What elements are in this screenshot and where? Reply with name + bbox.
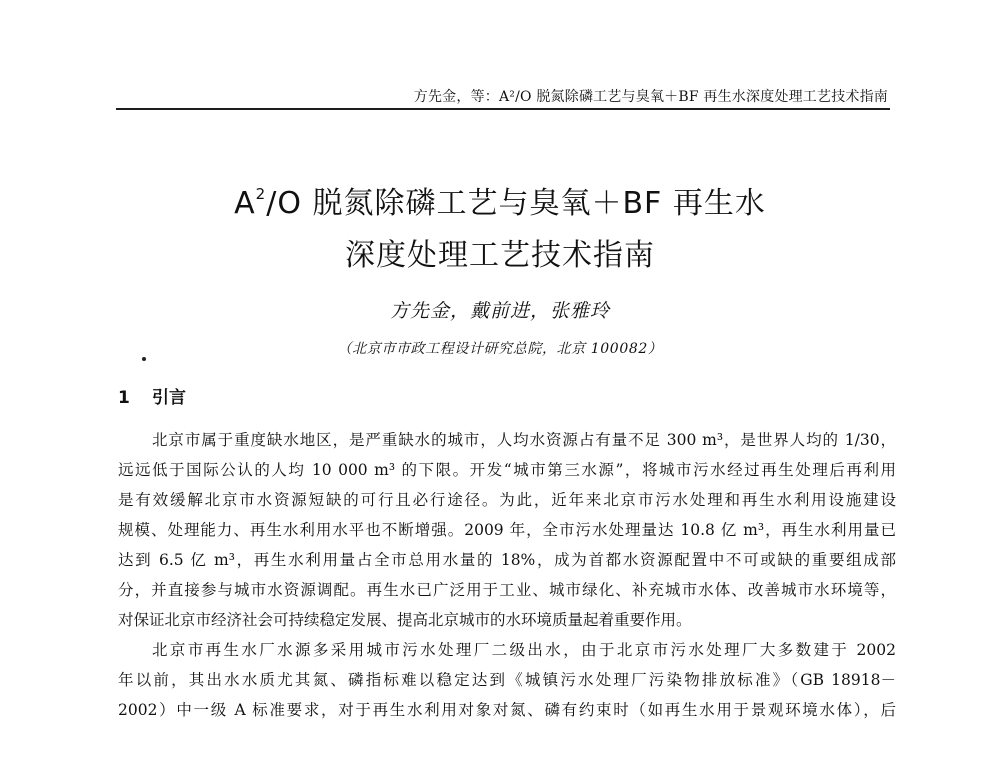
body-line: 对保证北京市经济社会可持续稳定发展、提高北京城市的水环境质量起着重要作用。 xyxy=(118,611,692,629)
body-line: 远远低于国际公认的人均 10 000 m³ 的下限。开发“城市第三水源”，将城市污水经过再生处理后再利用 xyxy=(118,461,896,479)
title-prefix: A xyxy=(234,186,256,221)
running-header-text: 方先金，等：A²/O 脱氮除磷工艺与臭氧＋BF 再生水深度处理工艺技术指南 xyxy=(413,89,888,105)
scan-speck xyxy=(142,357,146,361)
running-header xyxy=(116,78,890,110)
title-line-1-text: /O 脱氮除磷工艺与臭氧＋BF 再生水 xyxy=(266,186,766,221)
body-line: 达到 6.5 亿 m³，再生水利用量占全市总用水量的 18%，成为首都水资源配置中不可或缺的重要组成部 xyxy=(118,551,896,569)
body-line: 规模、处理能力、再生水利用水平也不断增强。2009 年，全市污水处理量达 10.8 亿 m³，再生水利用量已 xyxy=(118,521,896,539)
body-line: 年以前，其出水水质尤其氮、磷指标难以稳定达到《城镇污水处理厂污染物排放标准》（GB 18918－ xyxy=(118,671,896,689)
body-line: 北京市再生水厂水源多采用城市污水处理厂二级出水，由于北京市污水处理厂大多数建于 2002 xyxy=(152,641,896,659)
section-number: 1 xyxy=(118,388,130,408)
body-line: 分，并直接参与城市水资源调配。再生水已广泛用于工业、城市绿化、补充城市水体、改善城市水环境等， xyxy=(118,581,896,599)
section-heading xyxy=(118,383,186,408)
body-line: 北京市属于重度缺水地区，是严重缺水的城市，人均水资源占有量不足 300 m³，是世界人均的 1/30， xyxy=(152,431,896,449)
body-text xyxy=(118,425,896,725)
authors: 方先金，戴前进，张雅玲 xyxy=(389,300,610,322)
body-line: 2002）中一级 A 标准要求，对于再生水利用对象对氮、磷有约束时（如再生水用于景观环境水体），后 xyxy=(118,701,896,719)
body-line: 是有效缓解北京市水资源短缺的可行且必行途径。为此，近年来北京市污水处理和再生水利用设施建设 xyxy=(118,491,896,509)
paper-title-line-2: 深度处理工艺技术指南 xyxy=(345,238,655,273)
paper-title-line-1 xyxy=(0,178,1000,222)
title-superscript: 2 xyxy=(255,185,267,203)
affiliation: （北京市市政工程设计研究总院，北京 100082） xyxy=(337,341,663,357)
section-title: 引言 xyxy=(152,388,186,408)
